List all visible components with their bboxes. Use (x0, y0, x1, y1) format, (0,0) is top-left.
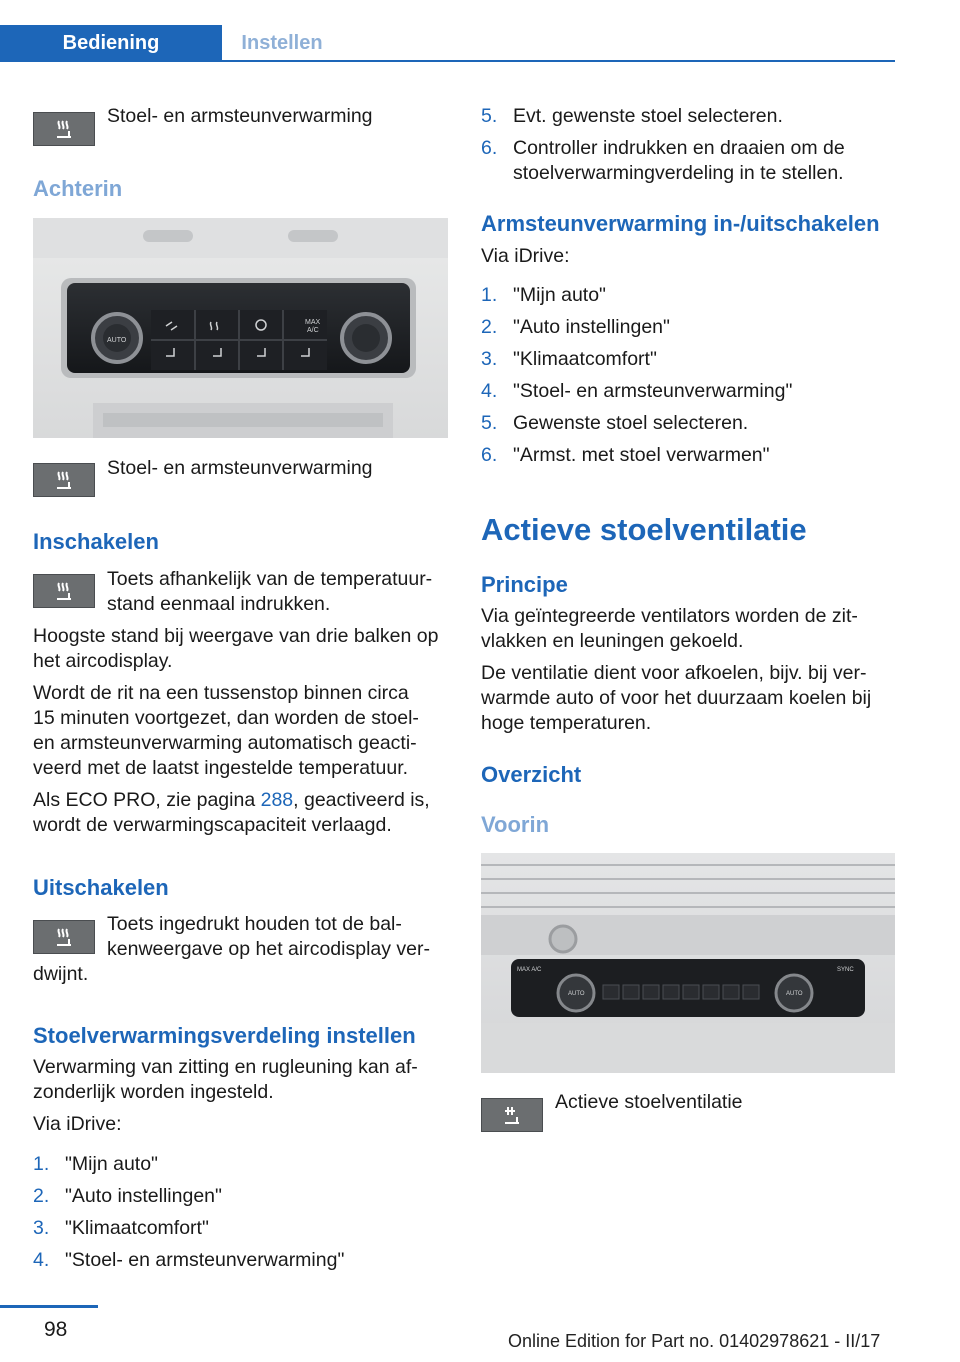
front-climate-panel-photo (481, 853, 895, 1073)
list-item: 1. "Mijn auto" (33, 1153, 158, 1175)
list-item: 6. "Armst. met stoel verwarmen" (481, 444, 770, 466)
caption-seat-armrest-heating: Stoel- en armsteunverwarming (107, 105, 373, 127)
list-item: 2. "Auto instellingen" (481, 316, 670, 338)
seat-heating-icon (33, 920, 95, 954)
edition-text: Online Edition for Part no. 01402978621 - II/17 (508, 1331, 881, 1351)
photo2-auto-right-label: AUTO (786, 991, 803, 997)
header-rule (0, 60, 895, 62)
inschakelen-text-1: Toets afhankelijk van de temperatuur- (107, 568, 433, 590)
seat-heating-icon (33, 463, 95, 497)
photo1-max-label: MAX (305, 319, 321, 326)
ventilatie-para-line3: hoge temperaturen. (481, 712, 652, 734)
principe-line2: vlakken en leuningen gekoeld. (481, 630, 744, 652)
steps-list-left (33, 1152, 453, 1280)
seat-ventilation-icon (481, 1098, 543, 1132)
ventilatie-para-line2: warmde auto of voor het duurzaam koelen bij (481, 687, 872, 709)
principe-line1: Via geïntegreerde ventilators worden de zit- (481, 605, 858, 627)
list-item: 6. Controller indrukken en draaien om de stoelverwarmingverdeling in te stellen. (481, 137, 845, 184)
para1-line1: Hoogste stand bij weergave van drie balken op (33, 625, 439, 647)
list-item: 4. "Stoel- en armsteunverwarming" (33, 1249, 345, 1271)
heading-verdeling: Stoelverwarmingsverdeling instellen (33, 1023, 416, 1048)
list-item: 1. "Mijn auto" (481, 284, 606, 306)
seat-heating-icon (33, 112, 95, 146)
list-item: 5. Evt. gewenste stoel selecteren. (481, 105, 783, 127)
para2-line4: veerd met de laatst ingestelde temperatuur. (33, 757, 409, 779)
heading-uitschakelen: Uitschakelen (33, 875, 169, 900)
via-idrive-left: Via iDrive: (33, 1113, 122, 1135)
caption-seat-armrest-heating-rear: Stoel- en armsteunverwarming (107, 457, 373, 479)
page-link-288[interactable]: 288 (260, 789, 294, 811)
para3-line1: Als ECO PRO, zie pagina 288, geactiveerd is, (33, 789, 430, 811)
verdeling-line1: Verwarming van zitting en rugleuning kan af- (33, 1056, 418, 1078)
list-item: 3. "Klimaatcomfort" (33, 1217, 209, 1239)
heading-achterin: Achterin (33, 176, 123, 201)
seat-heating-icon (33, 574, 95, 608)
photo1-ac-label: A/C (307, 327, 319, 334)
photo2-sync-label: SYNC (837, 967, 854, 973)
footer-rule (0, 1305, 98, 1308)
para2-line3: en armsteunverwarming automatisch geacti- (33, 732, 417, 754)
caption-active-seat-ventilation: Actieve stoelventilatie (555, 1091, 743, 1113)
tab-bar (0, 0, 960, 62)
list-item: 5. Gewenste stoel selecteren. (481, 412, 749, 434)
photo2-auto-left-label: AUTO (568, 991, 585, 997)
tab-instellen[interactable]: Instellen (241, 32, 323, 54)
para3-line2: wordt de verwarmingscapaciteit verlaagd. (33, 814, 392, 836)
heading-overzicht: Overzicht (481, 762, 582, 787)
via-idrive-right: Via iDrive: (481, 245, 570, 267)
photo1-auto-label: AUTO (107, 337, 127, 344)
list-item: 3. "Klimaatcomfort" (481, 348, 657, 370)
page-number: 98 (44, 1318, 68, 1341)
list-item: 4. "Stoel- en armsteunverwarming" (481, 380, 793, 402)
heading-armsteun: Armsteunverwarming in-/uitschakelen (481, 211, 880, 236)
rear-climate-panel-photo (33, 218, 448, 438)
para2-line2: 15 minuten voortgezet, dan worden de stoel- (33, 707, 419, 729)
heading-voorin: Voorin (481, 812, 550, 837)
verdeling-line2: zonderlijk worden ingesteld. (33, 1081, 274, 1103)
uitschakelen-text-1: Toets ingedrukt houden tot de bal- (107, 913, 402, 935)
steps-list-right (481, 283, 901, 475)
list-item: 2. "Auto instellingen" (33, 1185, 222, 1207)
heading-actieve-stoelventilatie: Actieve stoelventilatie (481, 512, 807, 547)
tab-bediening[interactable]: Bediening (0, 25, 222, 62)
heading-inschakelen: Inschakelen (33, 529, 159, 554)
heading-principe: Principe (481, 572, 568, 597)
para1-line2: het aircodisplay. (33, 650, 173, 672)
uitschakelen-text-3: dwijnt. (33, 963, 89, 985)
steps-list-right-top (481, 104, 901, 193)
inschakelen-text-2: stand eenmaal indrukken. (107, 593, 331, 615)
uitschakelen-text-2: kenweergave op het aircodisplay ver- (107, 938, 431, 960)
para2-line1: Wordt de rit na een tussenstop binnen circa (33, 682, 409, 704)
ventilatie-para-line1: De ventilatie dient voor afkoelen, bijv. bij ver- (481, 662, 867, 684)
photo2-maxac-label: MAX A/C (517, 967, 542, 973)
